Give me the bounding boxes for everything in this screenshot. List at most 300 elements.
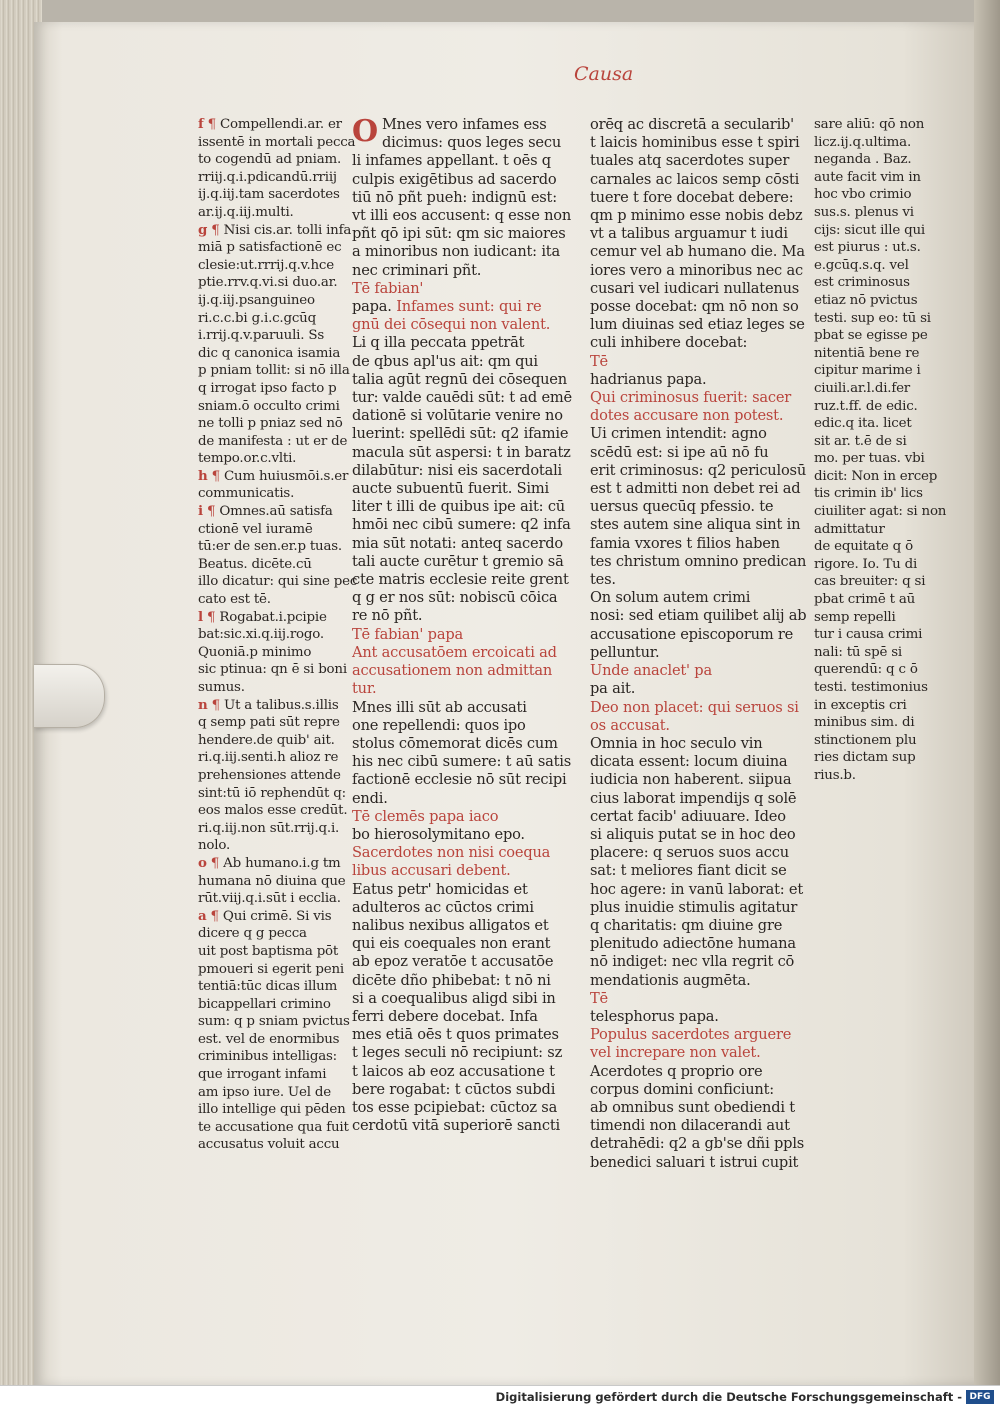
gloss-text: dicere q g pecca [198,926,307,942]
text-line: endi. [352,789,388,807]
attribution: Unde anaclet' pa [590,662,712,680]
gloss-line [198,274,348,292]
gloss-text: ri.c.c.bi g.i.c.gcūq [198,310,316,326]
text-line: stes autem sine aliqua sint in [590,516,801,534]
paragraph-mark-icon: ¶ [206,908,223,924]
text-line: cte matris ecclesie reite grent [352,571,569,589]
gloss-text: to cogendū ad pniam. [198,152,342,168]
gloss-line [198,345,348,363]
paragraph-mark-icon: ¶ [203,117,220,132]
text-line: Mnes vero infames ess [381,116,547,133]
gloss-text: que irrogant infami [198,1067,327,1083]
gloss-text: ri.q.iij.non sūt.rrij.q.i. [198,820,340,836]
text-line: est criminosus [814,275,910,291]
rubric-line: Infames sunt: qui re [396,298,542,316]
gloss-line [198,626,348,644]
text-line: culpis exigētibus ad sacerdo [352,170,557,188]
text-line: neganda . Baz. [814,152,912,168]
gloss-marker: l [198,608,203,625]
gloss-text: sum: q p sniam pvictus [198,1014,350,1030]
text-line: q charitatis: qm diuine gre [590,916,783,934]
gloss-text: accusatus voluit accu [198,1137,340,1153]
text-line: aute facit vim in [814,169,921,185]
gloss-line [198,186,348,204]
gloss-text: cato est tē. [198,592,271,608]
text-line: querendū: q c ō [814,662,918,678]
gloss-text: tempo.or.c.vlti. [198,451,297,467]
gloss-line [198,310,348,328]
text-line: certat facib' adiuuare. Ideo [590,807,786,825]
text-line: adulteros ac cūctos crimi [352,898,534,916]
text-line: orēq ac discretā a secularib' [590,116,794,133]
rubric-line: libus accusari debent. [352,862,511,880]
text-line: edic.q ita. licet [814,416,912,432]
text-line: tali aucte curētur t gremio sā [352,552,564,570]
text-line: accusatione episcoporum re [590,625,794,643]
gloss-line [198,485,348,503]
text-line: nitentiā bene re [814,345,920,361]
gloss-text: ne tolli p pniaz sed nō [198,416,343,432]
text-line: erit criminosus: q2 periculosū [590,461,807,479]
gloss-line [198,644,348,662]
text-line: semp repelli [814,609,896,625]
paragraph-mark-icon: ¶ [207,468,224,484]
text-line: dilabūtur: nisi eis sacerdotali [352,461,563,479]
gloss-text: humana nō diuina que [198,873,346,889]
text-line: pelluntur. [590,643,660,661]
gloss-line [198,1101,348,1119]
gloss-marker: h [198,467,208,484]
text-line: aucte subuentū fuerit. Simi [352,480,549,498]
text-line: bo hierosolymitano epo. [352,825,525,843]
text-line: vt a talibus arguamur t iudi [590,225,788,243]
text-line: ruz.t.ff. de edic. [814,398,918,414]
text-line: tis crimin ib' lics [814,486,923,502]
text-line: detrahēdi: q2 a gb'se dñi ppls [590,1135,805,1153]
text-line: de qbus apl'us ait: qm qui [352,352,538,370]
text-line: etiaz nō pvictus [814,292,918,308]
gloss-column-left [198,116,358,1154]
gloss-line [198,239,348,257]
gloss-line [198,978,348,996]
text-line: ferri debere docebat. Infa [352,1007,538,1025]
text-column-1 [352,116,582,1135]
rubric-line: Qui criminosus fuerit: sacer [590,389,792,407]
text-line: t leges seculi nō recipiunt: sz [352,1044,563,1062]
gloss-text: Cum huiusmōi.s.er [223,468,349,484]
page-clip [34,664,105,728]
gloss-line [198,925,348,943]
text-line: benedici saluari t istrui cupit [590,1153,799,1171]
gloss-line [198,1084,348,1102]
running-head: Causa [574,63,634,85]
text-line: uersus quecūq pfessio. te [590,498,774,516]
text-line: re nō pñt. [352,607,423,625]
gloss-text: sniam.ō occulto crimi [198,398,340,414]
gloss-line [198,609,348,627]
gloss-line [198,327,348,345]
gloss-line [198,855,348,873]
text-line: macula sūt aspersi: t in baratz [352,443,571,461]
gloss-line [198,873,348,891]
text-line: plus inuidie stimulis agitatur [590,898,798,916]
gloss-text: miā p satisfactionē ec [198,240,342,256]
gloss-line [198,503,348,521]
text-line: pñt qō ipi sūt: qm sic maiores [352,225,566,243]
text-line: lum diuinas sed etiaz leges se [590,316,805,334]
text-line: dicimus: quos leges secu [381,134,562,152]
text-line: mes etiā oēs t quos primates [352,1026,559,1044]
text-line: nō indiget: nec vlla regrit cō [590,953,795,971]
gloss-text: illo dicatur: qui sine pec [198,574,358,590]
gloss-text: Omnes.aū satisfa [219,504,333,520]
gloss-line [198,415,348,433]
gloss-text: hendere.de quib' ait. [198,732,335,748]
text-line: hadrianus papa. [590,370,707,388]
text-line: cusari vel iudicari nullatenus [590,279,800,297]
gloss-line [198,292,348,310]
gloss-text: clesie:ut.rrrij.q.v.hce [198,257,334,273]
text-line: talia agūt regnū dei cōsequen [352,370,567,388]
text-line: li infames appellant. t oēs q [352,152,551,170]
text-line: sat: t meliores fiant dicit se [590,862,787,880]
gloss-marker: g [198,221,208,238]
gloss-line [198,538,348,556]
text-line: tes christum omnino predican [590,552,807,570]
attribution: Tē fabian' papa [352,625,463,643]
gloss-line [198,556,348,574]
gloss-line [198,380,348,398]
text-column-2 [590,116,830,1172]
gloss-text: rūt.viij.q.i.sūt i ecclia. [198,891,341,907]
text-line: stinctionem plu [814,732,917,748]
gloss-text: q irrogat ipso facto p [198,380,337,396]
text-line: t laicis hominibus esse t spiri [590,134,800,152]
text-line: pbat se egisse pe [814,328,928,344]
text-line: nalibus nexibus alligatos et [352,916,549,934]
text-line: tes. [590,571,616,589]
gloss-line [198,714,348,732]
text-line: scēdū est: si ipe aū nō fu [590,443,769,461]
gloss-text: te accusatione qua fuit [198,1119,349,1135]
gloss-text: illo intellige qui pēden [198,1102,346,1118]
gloss-line [198,362,348,380]
gloss-line [198,573,358,591]
text-line: dicata essent: locum diuina [590,753,788,771]
text-line: Li q illa peccata ppetrāt [352,334,525,352]
gloss-marker: i [198,503,203,520]
rubric-line: Ant accusatōem ercoicati ad [352,643,557,661]
text-line [352,280,582,298]
text-line: tur i causa crimi [814,627,923,643]
text-line: Omnia in hoc seculo vin [590,734,763,752]
rubric-line: accusationem non admittan [352,662,553,680]
gloss-text: dic q canonica isamia [198,345,341,361]
text-line: qm p minimo esse nobis debz [590,207,803,225]
text-line: sare aliū: qō non [814,117,925,132]
gloss-text: tentiā:tūc dicas illum [198,979,338,995]
text-line: luerint: spellēdi sūt: q2 ifamie [352,425,569,443]
text-line: admittatur [814,521,885,537]
gloss-line [198,433,348,451]
gloss-text: sic ptinua: qn ē si boni [198,662,347,678]
text-line: nec criminari pñt. [352,261,482,279]
text-line: factionē ecclesie nō sūt recipi [352,771,567,789]
gloss-marker: f [198,116,204,132]
text-line: vt illi eos accusent: q esse non [352,207,572,225]
text-line: ciuili.ar.l.di.fer [814,380,911,396]
gloss-text: Ab humano.i.g tm [223,855,341,871]
gloss-text: criminibus intelligas: [198,1049,337,1065]
text-line: plenitudo adiectōne humana [590,935,796,953]
rubric-line: gnū dei cōsequi non valent. [352,316,551,334]
gloss-line [198,1013,348,1031]
gloss-line [198,151,348,169]
gloss-marker: n [198,696,208,713]
rubric-line: Populus sacerdotes arguere [590,1026,792,1044]
gloss-line [198,204,348,222]
gloss-marker: o [198,854,207,871]
gloss-text: ctionē vel iuramē [198,521,313,537]
gloss-line [198,1119,348,1137]
text-line: famia vxores t filios haben [590,534,780,552]
gloss-text: Ut a talibus.s.illis [223,697,339,713]
gloss-text: Compellendi.ar. er [220,117,342,132]
text-line: in exceptis cri [814,697,907,713]
gloss-line [198,591,348,609]
gloss-line [198,961,348,979]
gloss-line [198,802,348,820]
text-line: cijs: sicut ille qui [814,222,925,238]
paragraph-mark-icon: ¶ [207,697,224,713]
text-line: Acerdotes q proprio ore [590,1062,763,1080]
text-line: testi. sup eo: tū si [814,310,931,326]
text-line: tos esse pcipiebat: cūctoz sa [352,1098,558,1116]
text-line: e.gcūq.s.q. vel [814,257,909,273]
rubric-line: Sacerdotes non nisi coequa [352,844,551,862]
text-line: ab omnibus sunt obediendi t [590,1098,795,1116]
gloss-text: p pniam tollit: si nō illa [198,363,350,379]
text-line: bere rogabat: t cūctos subdi [352,1080,556,1098]
text-line: tuales atq sacerdotes super [590,152,790,170]
text-line: placere: q seruos suos accu [590,844,789,862]
gloss-column-right [814,116,954,785]
facing-page-strip [974,0,1000,1385]
text-line: licz.ij.q.ultima. [814,134,912,150]
gloss-text: bicappellari crimino [198,996,331,1012]
gloss-text: de manifesta : ut er de [198,433,348,449]
gloss-line [198,116,348,134]
gloss-line [198,996,348,1014]
initial-capital: O [352,114,378,149]
text-line: est t admitti non debet rei ad [590,480,801,498]
text-line: pa ait. [590,680,636,698]
gloss-line [198,697,348,715]
gloss-text: nolo. [198,838,231,854]
gloss-text: est. vel de enormibus [198,1031,340,1047]
text-line: tuere t fore docebat debere: [590,188,794,206]
gloss-line [198,820,348,838]
text-line: est piurus : ut.s. [814,240,921,256]
text-line: telesphorus papa. [590,1007,719,1025]
gloss-line [198,521,348,539]
text-line: pbat crimē t aū [814,592,916,608]
text-line: rigore. Io. Tu di [814,556,918,572]
text-line [352,298,582,316]
gloss-line [198,1136,348,1154]
attribution: Tē [590,352,608,370]
gloss-text: ar.ij.q.iij.multi. [198,204,294,220]
text-line: timendi non dilacerandi aut [590,1117,790,1135]
attribution: Tē [590,989,608,1007]
text-line: cipitur marime i [814,363,921,379]
text-line: si a coequalibus aligd sibi in [352,989,556,1007]
gloss-line [198,837,348,855]
text-line: nali: tū spē si [814,644,902,660]
footer-bar [0,1385,1000,1410]
text-line: cas breuiter: q si [814,574,926,590]
gloss-text: Qui crimē. Si vis [222,908,332,924]
text-line: sit ar. t.ē de si [814,433,907,449]
text-line: iores vero a minoribus nec ac [590,261,803,279]
text-line: carnales ac laicos semp cōsti [590,170,800,188]
text-line: qui eis coequales non erant [352,935,551,953]
text-line: Mnes illi sūt ab accusati [352,698,527,716]
text-line: ciuiliter agat: si non [814,504,947,520]
gloss-line [198,732,348,750]
text-line: On solum autem crimi [590,589,751,607]
gloss-text: q semp pati sūt repre [198,715,340,731]
text-line: one repellendi: quos ipo [352,716,526,734]
gloss-line [198,1066,348,1084]
gloss-line [198,1048,348,1066]
text-line: ab epoz veratōe t accusatōe [352,953,554,971]
gloss-marker: a [198,907,207,924]
text-line: mia sūt notati: anteq sacerdo [352,534,563,552]
rubric-line: os accusat. [590,716,670,734]
gloss-line [198,890,348,908]
gloss-text: ri.q.iij.senti.h alioz re [198,750,339,766]
gloss-line [198,1031,348,1049]
text-line: liter t illi de quibus ipe ait: cū [352,498,566,516]
gloss-line [198,908,348,926]
text-line: sus.s. plenus vi [814,204,914,220]
text-line: Eatus petr' homicidas et [352,880,528,898]
text-line: testi. testimonius [814,680,928,695]
gloss-line [198,661,348,679]
text-line: minibus sim. di [814,715,915,731]
gloss-line [198,679,348,697]
gloss-text: sumus. [198,680,245,695]
gloss-text: bat:sic.xi.q.iij.rogo. [198,627,324,643]
gloss-line [198,943,348,961]
paragraph-mark-icon: ¶ [207,222,224,238]
paragraph-mark-icon: ¶ [202,609,220,625]
gloss-line [198,450,348,468]
gloss-text: issentē in mortali pecca [198,134,356,150]
text-line: Ui crimen intendit: agno [590,425,767,443]
text-line: hmōi nec cibū sumere: q2 infa [352,516,571,534]
text-line: si aliquis putat se in hoc deo [590,825,796,843]
gloss-line [198,468,348,486]
rubric-line: vel increpare non valet. [590,1044,761,1062]
gloss-text: pmoueri si egerit peni [198,961,344,977]
gloss-line [198,398,348,416]
gloss-text: Nisi cis.ar. tolli infa [223,222,352,238]
gloss-line [198,257,348,275]
text-line: t laicos ab eoz accusatione t [352,1062,555,1080]
gloss-text: prehensiones attende [198,767,341,783]
text-line: rius.b. [814,767,856,783]
text-line: stolus cōmemorat dicēs cum [352,734,558,752]
gloss-line [198,749,348,767]
dfg-logo: DFG [966,1390,994,1404]
gloss-line [198,169,348,187]
text-line: corpus domini conficiunt: [590,1080,774,1098]
text-line: ries dictam sup [814,750,916,766]
attribution-cont: papa. [352,298,392,316]
text-line: posse docebat: qm nō non so [590,298,799,316]
gloss-text: rriij.q.i.pdicandū.rriij [198,169,337,185]
gloss-text: Beatus. dicēte.cū [198,556,312,572]
gloss-text: communicatis. [198,486,295,502]
rubric-line: dotes accusare non potest. [590,407,784,425]
text-line: tiū nō pñt pueh: indignū est: [352,188,557,206]
gloss-text: eos malos esse credūt. [198,803,348,819]
rubric-line: Deo non placet: qui seruos si [590,698,799,716]
rubric-line: tur. [352,680,377,698]
text-line: mo. per tuas. vbi [814,451,925,467]
gloss-text: Quoniā.p minimo [198,644,312,660]
paragraph-mark-icon: ¶ [202,504,220,520]
attribution: Tē clemēs papa iaco [352,807,499,825]
gloss-text: ptie.rrv.q.vi.si duo.ar. [198,275,338,291]
gloss-text: ij.q.iij.tam sacerdotes [198,187,340,203]
paragraph-mark-icon: ¶ [206,855,224,871]
gloss-text: sint:tū iō rephendūt q: [198,785,346,801]
text-line: cerdotū vitā superiorē sancti [352,1117,560,1135]
text-line: nosi: sed etiam quilibet alij ab [590,607,807,625]
text-line: cius laborat impendijs q solē [590,789,797,807]
gloss-text: am ipso iure. Uel de [198,1084,331,1100]
gloss-text: ij.q.iij.psanguineo [198,292,315,308]
text-line: culi inhibere docebat: [590,334,748,352]
gloss-text: i.rrij.q.v.paruuli. Ss [198,328,325,344]
gloss-line [198,767,348,785]
text-line: dationē si volūtarie venire no [352,407,563,425]
text-line: hoc agere: in vanū laborat: et [590,880,804,898]
gloss-line [198,134,356,152]
text-line: de equitate q ō [814,539,913,555]
attribution: Tē fabian' [352,279,424,297]
text-line: his nec cibū sumere: t aū satis [352,753,572,771]
gloss-text: uit post baptisma pōt [198,943,339,959]
funding-credit: Digitalisierung gefördert durch die Deutsche Forschungsgemeinschaft - [495,1390,962,1404]
text-line: iudicia non haberent. siipua [590,771,792,789]
text-line: dicēte dño phibebat: t nō ni [352,971,551,989]
text-line: tur: valde cauēdi sūt: t ad emē [352,389,572,407]
text-line: q g er nos sūt: nobiscū cōica [352,589,558,607]
gloss-line [198,785,348,803]
text-line: cemur vel ab humano die. Ma [590,243,805,261]
text-line: dicit: Non in ercep [814,468,938,484]
text-line: hoc vbo crimio [814,187,912,203]
text-line: a minoribus non iudicant: ita [352,243,560,261]
text-line: mendationis augmēta. [590,971,751,989]
gloss-text: Rogabat.i.pcipie [219,609,327,625]
gloss-text: tū:er de sen.er.p tuas. [198,539,342,555]
gloss-line [198,221,352,240]
